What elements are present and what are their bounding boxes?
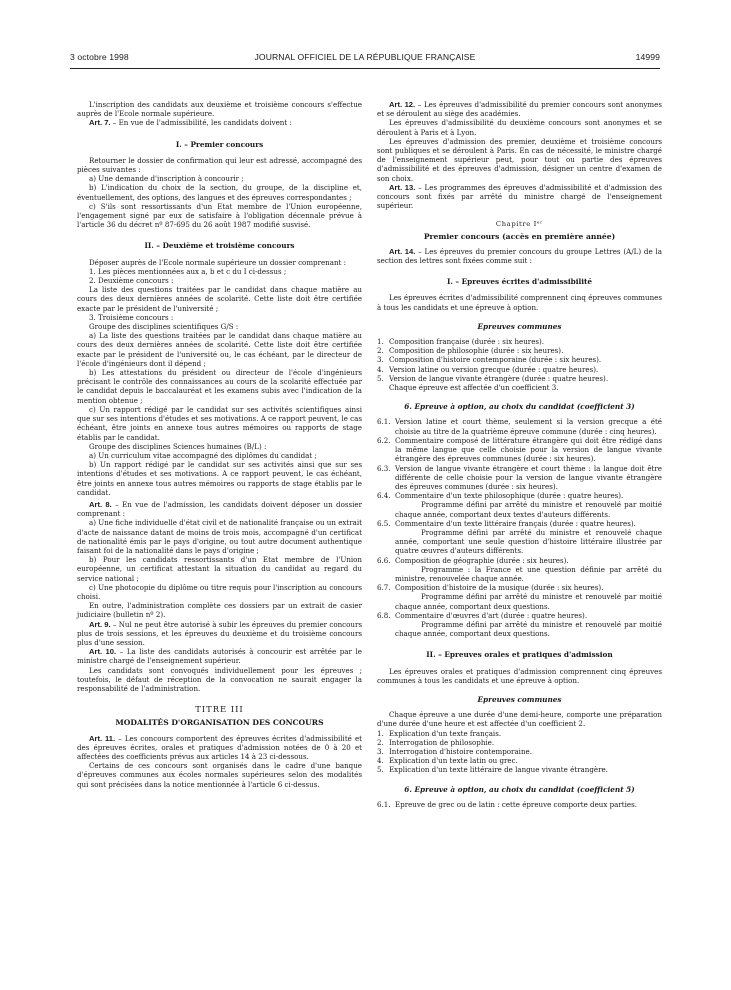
list-text: Interrogation d'histoire contemporaine. [389, 746, 532, 756]
article-14: Art. 14. – Les épreuves du premier concours du groupe Lettres (A/L) de la section des lettres sont fixées comme suit : [377, 246, 662, 266]
list-text: Composition d'histoire de la musique (durée : six heures). [395, 583, 604, 593]
list-text: Explication d'un texte latin ou grec. [389, 756, 518, 766]
article-label: Art. 12. [389, 100, 416, 109]
list-number: 2. [377, 737, 384, 747]
list-item [377, 365, 662, 374]
list-item [377, 491, 662, 500]
section-heading: I. – Epreuves écrites d'admissibilité [446, 277, 593, 287]
list-number: 5. [377, 765, 384, 775]
list-item [377, 436, 662, 464]
list-item [377, 355, 662, 364]
article-label: Art. 14. [389, 246, 416, 256]
paragraph: a) La liste des questions traitées par le candidat dans chaque matière au cours des deux dernières années de scolarité. Cette liste doit être certifiée exacte par le président de l'université ou, le cas échéant, par le directeur de l'école d'ingénieurs dont il dépend ; [77, 331, 362, 368]
list-item [377, 583, 662, 592]
chapter-subheading: Premier concours (accès en première année) [423, 231, 616, 241]
list-item [377, 611, 662, 620]
list-item [377, 800, 662, 809]
article-11: Art. 11. – Les concours comportent des épreuves écrites d'admissibilité et des épreuves écrites, orales et pratiques d'admission notées de 0 à 20 et affectées des coefficients prévus aux articles 14 à 23 ci-dessous. [77, 733, 362, 761]
paragraph: b) Un rapport rédigé par le candidat sur ses activités ainsi que sur ses intentions d'études et ses motivations. A ce rapport peuvent, le cas échéant, être joints en annexe tous autres mémoires ou rapports de stage établis par le candidat. [77, 460, 362, 497]
article-10: Art. 10. – La liste des candidats autorisés à concourir est arrêtée par le ministre chargé de l'enseignement supérieur. [77, 647, 362, 666]
list-item [377, 756, 662, 765]
article-12: Art. 12. – Les épreuves d'admissibilité du premier concours sont anonymes et se déroulent au siège des académies. [377, 100, 662, 119]
paragraph: a) Un curriculum vitae accompagné des diplômes du candidat ; [89, 450, 317, 460]
article-9: Art. 9. – Nul ne peut être autorisé à subir les épreuves du premier concours plus de trois sessions, et les épreuves du deuxième et du troisième concours plus d'une session. [77, 619, 362, 647]
article-7: Art. 7. – En vue de l'admissibilité, les candidats doivent : [89, 118, 292, 128]
list-item-programme: Programme défini par arrêté du ministre et renouvelé par moitié chaque année, comportant deux textes d'auteurs différents. [395, 500, 662, 519]
paragraph: b) Les attestations du président ou directeur de l'école d'ingénieurs précisant le contrôle des connaissances au cours de la scolarité effectuée par le candidat depuis le baccalauréat et les examens subis avec l'indication de la mention obtenue ; [77, 368, 362, 405]
list-number: 6.2. [377, 435, 391, 445]
article-label: Art. 13. [389, 182, 416, 192]
list-number: 6.5. [377, 518, 391, 528]
list-text: Explication d'un texte français. [389, 728, 502, 738]
list-item [377, 519, 662, 528]
list-text: Version de langue vivante étrangère (durée : quatre heures). [389, 373, 609, 383]
list-text: Epreuve de grec ou de latin : cette épreuve comporte deux parties. [395, 799, 637, 809]
article-label: Art. 10. [89, 647, 117, 657]
chapter-heading: Chapitre Iᵉʳ [495, 220, 544, 229]
list-number: 6.1. [377, 799, 391, 809]
list-number: 6.3. [377, 463, 391, 473]
paragraph: Chaque épreuve a une durée d'une demi-heure, comporte une préparation d'une durée d'une heure et est affectée d'un coefficient 2. [377, 710, 662, 729]
list-item-programme: Programme : la France et une question définie par arrêté du ministre, renouvelée chaque année. [395, 564, 662, 583]
section-heading: II. – Epreuves orales et pratiques d'admission [426, 650, 613, 660]
paragraph: La liste des questions traitées par le candidat dans chaque matière au cours des deux dernières années de scolarité. Cette liste doit être certifiée exacte par le président de l'université ; [77, 285, 362, 313]
list-text: Commentaire d'œuvres d'art (durée : quatre heures). [395, 610, 588, 620]
list-number: 1. [377, 728, 384, 738]
oral-common-list [377, 729, 662, 775]
list-item [377, 747, 662, 756]
article-label: Art. 7. [89, 118, 111, 128]
list-item [377, 556, 662, 565]
list-item [377, 765, 662, 774]
titre-heading: TITRE III [195, 704, 244, 715]
subsection-heading: 6. Epreuve à option, au choix du candidat (coefficient 5) [404, 784, 635, 794]
list-number: 4. [377, 364, 384, 374]
subsection-heading: 6. Epreuve à option, au choix du candidat (coefficient 3) [404, 402, 635, 412]
list-text: Composition de géographie (durée : six heures). [395, 555, 569, 565]
section-heading: I. – Premier concours [175, 139, 264, 149]
list-item [377, 738, 662, 747]
paragraph: c) S'ils sont ressortissants d'un Etat membre de l'Union européenne, l'engagement signé par eux de satisfaire à l'obligation décennale prévue à l'article 36 du décret nº 87-695 du 26 août 1987 modifié susvisé. [77, 201, 362, 230]
header-journal-title: JOURNAL OFFICIEL DE LA RÉPUBLIQUE FRANÇAISE [254, 52, 476, 62]
header-page-number: 14999 [635, 52, 660, 62]
list-item [377, 346, 662, 355]
article-8: Art. 8. – En vue de l'admission, les candidats doivent déposer un dossier comprenant : [77, 499, 362, 519]
paragraph: c) Un rapport rédigé par le candidat sur ses activités scientifiques ainsi que sur ses intentions d'études et ses motivations. A ce rapport peuvent, le cas échéant, être joints en annexe tous autres mémoires ou rapports de stage établis par le candidat. [77, 404, 362, 442]
paragraph: a) Une demande d'inscription à concourir ; [89, 174, 244, 184]
list-text: Version latine et court thème, seulement si la version grecque a été choisie au titre de la quatrième épreuve commune (durée : cinq heures). [395, 417, 662, 436]
paragraph: Les épreuves écrites d'admissibilité comprennent cinq épreuves communes à tous les candidats et une épreuve à option. [377, 293, 662, 312]
list-text: Explication d'un texte littéraire de langue vivante étrangère. [389, 765, 608, 775]
right-column [377, 100, 662, 809]
list-text: Version latine ou version grecque (durée : quatre heures). [389, 364, 599, 374]
list-item [377, 729, 662, 738]
list-item-programme: Programme défini par arrêté du ministre et renouvelé chaque année, comportant une seule question d'histoire littéraire illustrée par quatre œuvres d'auteurs différents. [395, 527, 662, 556]
list-text: Version de langue vivante étrangère et court thème : la langue doit être différente de celle choisie pour la version de langue vivante étrangère des épreuves communes (durée : six heures). [395, 463, 662, 491]
list-text: Interrogation de philosophie. [389, 737, 495, 747]
paragraph: En outre, l'administration complète ces dossiers par un extrait de casier judiciaire (bulletin nº 2). [77, 601, 362, 620]
paragraph: Chaque épreuve est affectée d'un coefficient 3. [389, 383, 559, 393]
list-text: Composition française (durée : six heures). [389, 337, 545, 347]
list-number: 3. [377, 746, 384, 756]
subsection-heading: Epreuves communes [477, 321, 562, 331]
paragraph: b) L'indication du choix de la section, du groupe, de la discipline et, éventuellement, des options, des langues et des épreuves correspondantes ; [77, 183, 362, 202]
subsection-heading: Epreuves communes [477, 694, 562, 704]
paragraph: Les candidats sont convoqués individuellement pour les épreuves ; toutefois, le défaut de réception de la convocation ne saurait engager la responsabilité de l'administration. [77, 665, 362, 693]
paragraph: 1. Les pièces mentionnées aux a, b et c du I ci-dessus ; [89, 266, 287, 276]
paragraph: a) Une fiche individuelle d'état civil et de nationalité française ou un extrait d'acte de naissance datant de moins de trois mois, accompagné d'un certificat de nationalité émis par le pays d'origine, ou tout autre document authentique faisant foi de la nationalité dans le pays d'origine ; [77, 518, 362, 555]
paragraph: Les épreuves d'admission des premier, deuxième et troisième concours sont publiques et se déroulent à Paris. En cas de nécessité, le ministre chargé de l'enseignement supérieur peut, pour tout ou partie des épreuves d'admissibilité et des épreuves d'admission, désigner un centre d'examen de son choix. [377, 136, 662, 183]
list-item [377, 374, 662, 383]
paragraph: 2. Deuxième concours : [89, 276, 174, 286]
paragraph: Certains de ces concours sont organisés dans le cadre d'une banque d'épreuves communes aux écoles normales supérieures selon des modalités qui sont précisées dans la notice mentionnée à l'article 6 ci-dessus. [77, 761, 362, 789]
page-header [70, 52, 660, 66]
list-item-programme: Programme défini par arrêté du ministre et renouvelé par moitié chaque année, comportant deux questions. [395, 592, 662, 611]
paragraph: Les épreuves d'admissibilité du deuxième concours sont anonymes et se déroulent à Paris et à Lyon. [377, 118, 662, 137]
titre-subheading: MODALITÉS D'ORGANISATION DES CONCOURS [115, 718, 324, 728]
paragraph: b) Pour les candidats ressortissants d'un Etat membre de l'Union européenne, un certificat attestant la situation du candidat au regard du service national ; [77, 555, 362, 583]
paragraph: Groupe des disciplines Sciences humaines (B/L) : [89, 441, 267, 451]
paragraph: Les épreuves orales et pratiques d'admission comprennent cinq épreuves communes à tous les candidats et une épreuve à option. [377, 666, 662, 685]
list-item-programme: Programme défini par arrêté du ministre et renouvelé par moitié chaque année, comportant deux questions. [395, 619, 662, 639]
paragraph: c) Une photocopie du diplôme ou titre requis pour l'inscription au concours choisi. [77, 582, 362, 601]
article-13: Art. 13. – Les programmes des épreuves d'admissibilité et d'admission des concours sont fixés par arrêté du ministre chargé de l'enseignement supérieur. [377, 182, 662, 211]
paragraph: Déposer auprès de l'Ecole normale supérieure un dossier comprenant : [89, 257, 347, 267]
list-number: 2. [377, 346, 384, 356]
written-option-list [377, 417, 662, 638]
list-number: 6.1. [377, 417, 391, 427]
list-text: Composition de philosophie (durée : six heures). [389, 346, 564, 356]
list-text: Commentaire d'un texte littéraire français (durée : quatre heures). [395, 518, 636, 528]
list-number: 5. [377, 373, 384, 383]
list-text: Commentaire d'un texte philosophique (durée : quatre heures). [395, 491, 624, 501]
list-text: Composition d'histoire contemporaine (durée : six heures). [389, 355, 602, 365]
list-number: 3. [377, 355, 384, 365]
article-label: Art. 11. [89, 733, 116, 743]
written-common-list [377, 337, 662, 383]
header-rule [70, 68, 660, 69]
section-heading: II. – Deuxième et troisième concours [144, 241, 295, 251]
list-number: 6.4. [377, 491, 391, 501]
article-label: Art. 9. [89, 619, 111, 629]
list-number: 6.7. [377, 583, 391, 593]
article-label: Art. 8. [89, 499, 112, 509]
intro-paragraph: L'inscription des candidats aux deuxième et troisième concours s'effectue auprès de l'Ecole normale supérieure. [77, 100, 362, 119]
header-date: 3 octobre 1998 [70, 52, 129, 62]
list-item [377, 337, 662, 346]
paragraph: Retourner le dossier de confirmation qui leur est adressé, accompagné des pièces suivantes : [77, 155, 362, 175]
left-column [77, 100, 362, 789]
paragraph: 3. Troisième concours : [89, 312, 174, 322]
list-number: 1. [377, 337, 384, 347]
list-text: Commentaire composé de littérature étrangère qui doit être rédigé dans la même langue que celle choisie pour la version de langue vivante étrangère des épreuves communes (durée : six heures). [395, 435, 662, 464]
list-number: 6.6. [377, 555, 391, 565]
list-number: 6.8. [377, 610, 391, 620]
list-item [377, 464, 662, 492]
list-number: 4. [377, 756, 384, 766]
paragraph: Groupe des disciplines scientifiques G/S : [89, 322, 239, 332]
list-item [377, 417, 662, 435]
